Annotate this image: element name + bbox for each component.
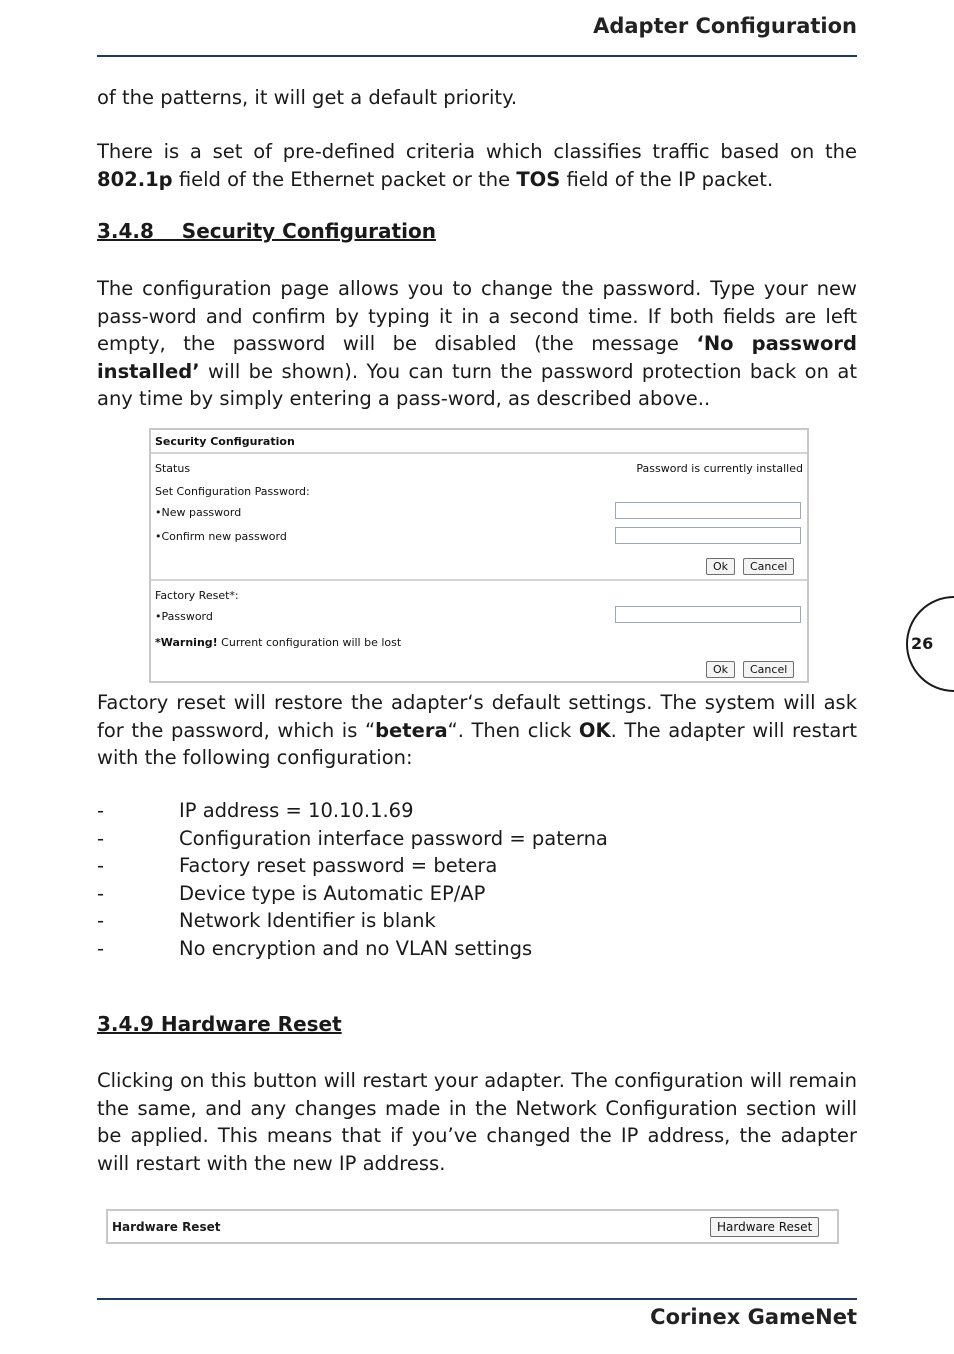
panel-title: Security Configuration (155, 435, 295, 448)
factory-password-input[interactable] (615, 606, 801, 623)
ok-button[interactable]: Ok (706, 558, 735, 575)
security-section-heading: 3.4.8 Security Configuration (97, 219, 436, 243)
panel-divider (151, 579, 807, 581)
list-item: - Configuration interface password = paterna (97, 826, 608, 850)
cancel-button[interactable]: Cancel (743, 558, 794, 575)
page-footer-title: Corinex GameNet (650, 1305, 857, 1329)
new-password-label: •New password (155, 506, 242, 519)
page-header-title: Adapter Configuration (593, 14, 857, 38)
factory-cancel-button[interactable]: Cancel (743, 661, 794, 678)
factory-password-label: •Password (155, 610, 213, 623)
security-paragraph: The configuration page allows you to change the password. Type your new pass-word and confirm by typing it in a second time. If both fields are left empty, the password will be disabled (the message ‘No password installed’ will be shown). You can turn the password protection back on at any time by simply entering a pass-word, as described above.. (97, 277, 857, 410)
hardware-section-heading: 3.4.9 Hardware Reset (97, 1012, 342, 1036)
intro-paragraph-1: of the patterns, it will get a default priority. (97, 86, 518, 109)
list-item: - Factory reset password = betera (97, 854, 498, 877)
warning-text: *Warning! Current configuration will be lost (155, 636, 402, 649)
footer-rule (97, 1298, 857, 1300)
confirm-password-input[interactable] (615, 527, 801, 544)
status-value: Password is currently installed (636, 462, 803, 475)
list-item: - IP address = 10.10.1.69 (97, 799, 414, 822)
security-configuration-panel (149, 428, 809, 683)
hardware-reset-label: Hardware Reset (112, 1220, 221, 1234)
hardware-paragraph: Clicking on this button will restart your adapter. The configuration will remain the same, and any changes made in the Network Configuration section will be applied. This means that if you’ve changed the IP address, the adapter will restart with the new IP address. (97, 1069, 857, 1175)
page-number: 26 (911, 634, 934, 653)
factory-reset-label: Factory Reset*: (155, 589, 239, 602)
status-label: Status (155, 462, 191, 475)
list-item: - No encryption and no VLAN settings (97, 936, 533, 960)
panel-divider (151, 452, 807, 454)
confirm-password-label: •Confirm new password (155, 530, 287, 543)
list-item: - Network Identifier is blank (97, 909, 436, 932)
list-item: - Device type is Automatic EP/AP (97, 881, 486, 905)
hardware-reset-panel (106, 1209, 839, 1244)
hardware-reset-button[interactable]: Hardware Reset (710, 1217, 819, 1237)
set-password-label: Set Configuration Password: (155, 485, 310, 498)
header-rule (97, 55, 857, 57)
factory-ok-button[interactable]: Ok (706, 661, 735, 678)
intro-paragraph-2: There is a set of pre-defined criteria which classifies traffic based on the 802.1p field of the Ethernet packet or the TOS field of the IP packet. (97, 140, 857, 191)
default-config-list (97, 797, 608, 962)
new-password-input[interactable] (615, 502, 801, 519)
factory-reset-paragraph: Factory reset will restore the adapter‘s default settings. The system will ask for the password, which is “betera“. Then click OK. The adapter will restart with the following configuration: (97, 691, 858, 769)
